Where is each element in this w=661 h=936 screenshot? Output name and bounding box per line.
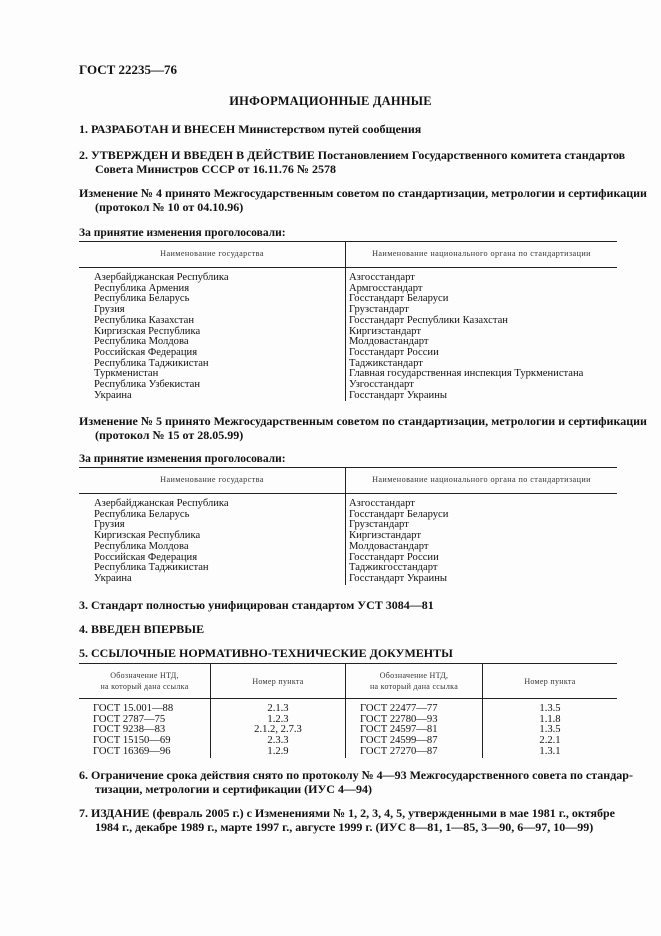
ref-point-cell: 2.3.3 [211, 736, 346, 747]
ref-point-cell: 1.1.8 [539, 713, 561, 725]
ref-point-cell: 1.3.1 [539, 745, 561, 757]
standards-body-cell: Госстандарт Беларуси [349, 508, 449, 520]
state-name-cell: Киргизская Республика [79, 531, 346, 542]
state-name-cell: Республика Узбекистан [79, 380, 346, 391]
change-4-note: Изменение № 4 принято Межгосударственным советом по стандартизации, метрологии и сертификации (протокол № 10 от 04.10.96) [79, 186, 647, 214]
voting-table-1 [79, 241, 617, 401]
ref-point-cell: 1.2.3 [211, 715, 346, 726]
item-6: 6. Ограничение срока действия снято по протоколу № 4—93 Межгосударственного совета по стандар- тизации, метрологии и сертификации (ИУС 4—94) [79, 768, 633, 796]
ref-point-cell: 2.1.2, 2.7.3 [211, 725, 346, 736]
voted-label-1: За принятие изменения проголосовали: [79, 227, 286, 239]
standards-body-cell: Молдовастандарт [349, 540, 429, 552]
standards-body-cell: Азгосстандарт [349, 272, 415, 283]
standards-body-cell: Госстандарт России [349, 551, 439, 563]
state-name-cell: Украина [79, 574, 346, 585]
table-row [79, 574, 617, 585]
state-name-cell: Грузия [79, 520, 346, 531]
ref-point-cell: 2.1.3 [211, 699, 346, 715]
standards-body-cell: Госстандарт Беларуси [349, 293, 449, 305]
refs-header-doc: Обозначение НТД, на который дана ссылка [79, 664, 211, 699]
column-header-body: Наименование национального органа по стандартизации [346, 242, 618, 268]
state-name-cell: Республика Беларусь [79, 510, 346, 521]
state-name-cell: Туркменистан [79, 369, 346, 380]
ref-doc-cell: ГОСТ 22780—93 [346, 715, 483, 726]
item-3: 3. Стандарт полностью унифицирован стандартом УСТ 3084—81 [79, 598, 434, 612]
state-name-cell: Республика Молдова [79, 542, 346, 553]
ref-point-cell: 1.3.5 [539, 703, 561, 714]
refs-header-point: Номер пункта [211, 664, 346, 699]
table-row [79, 563, 617, 574]
state-name-cell: Республика Таджикистан [79, 359, 346, 370]
ref-doc-cell: ГОСТ 24597—81 [346, 725, 483, 736]
state-name-cell: Республика Беларусь [79, 294, 346, 305]
standard-number: ГОСТ 22235—76 [79, 62, 178, 77]
voting-table-2 [79, 467, 617, 585]
state-name-cell: Киргизская Республика [79, 327, 346, 338]
ref-doc-cell: ГОСТ 22477—77 [346, 699, 483, 715]
standards-body-cell: Азгосстандарт [349, 498, 415, 509]
standards-body-cell: Госстандарт Украины [349, 389, 447, 401]
voting-table-2-body [79, 494, 617, 585]
table-row [79, 510, 617, 521]
standards-body-cell: Киргизстандарт [349, 530, 421, 542]
standards-body-cell: Грузстандарт [349, 304, 409, 316]
item-5: 5. ССЫЛОЧНЫЕ НОРМАТИВНО-ТЕХНИЧЕСКИЕ ДОКУМЕНТЫ [79, 646, 453, 660]
ref-point-cell: 1.2.9 [211, 747, 346, 758]
state-name-cell: Республика Армения [79, 284, 346, 295]
item-7: 7. ИЗДАНИЕ (февраль 2005 г.) с Изменениями № 1, 2, 3, 4, 5, утвержденными в мае 1981 г., октябре 1984 г., декабре 1989 г., марте 1997 г., августе 1999 г. (ИУС 8—81, 1—85, 3—90, 6—97, 10—99) [79, 806, 615, 834]
ref-doc-cell: ГОСТ 24599—87 [346, 736, 483, 747]
column-header-state: Наименование государства [79, 242, 346, 268]
state-name-cell: Республика Молдова [79, 337, 346, 348]
state-name-cell: Республика Таджикистан [79, 563, 346, 574]
item-1: 1. РАЗРАБОТАН И ВНЕСЕН Министерством путей сообщения [79, 122, 422, 136]
references-table-body [79, 699, 617, 758]
ref-point-cell: 2.2.1 [539, 735, 561, 747]
state-name-cell: Азербайджанская Республика [79, 494, 346, 510]
ref-doc-cell: ГОСТ 9238—83 [79, 725, 211, 736]
voted-label-2: За принятие изменения проголосовали: [79, 453, 286, 465]
standards-body-cell: Киргизстандарт [349, 325, 421, 337]
refs-header-point: Номер пункта [483, 664, 618, 699]
state-name-cell: Грузия [79, 305, 346, 316]
references-table [79, 663, 617, 758]
table-row [79, 391, 617, 402]
standards-body-cell: Главная государственная инспекция Туркменистана [349, 368, 584, 380]
standards-body-cell: Госстандарт России [349, 346, 439, 358]
voting-table-1-body [79, 268, 617, 402]
ref-doc-cell: ГОСТ 2787—75 [79, 715, 211, 726]
column-header-state: Наименование государства [79, 468, 346, 494]
table-row [79, 747, 617, 758]
ref-doc-cell: ГОСТ 15.001—88 [79, 699, 211, 715]
table-row [79, 494, 617, 510]
table-row [79, 380, 617, 391]
item-4: 4. ВВЕДЕН ВПЕРВЫЕ [79, 622, 205, 636]
state-name-cell: Украина [79, 391, 346, 402]
state-name-cell: Азербайджанская Республика [79, 268, 346, 284]
state-name-cell: Республика Казахстан [79, 316, 346, 327]
ref-point-cell: 1.3.5 [539, 724, 561, 736]
ref-doc-cell: ГОСТ 16369—96 [79, 747, 211, 758]
table-row [79, 316, 617, 327]
standards-body-cell: Молдовастандарт [349, 336, 429, 348]
ref-doc-cell: ГОСТ 27270—87 [346, 747, 483, 758]
page-title: ИНФОРМАЦИОННЫЕ ДАННЫЕ [229, 94, 432, 108]
table-row [79, 542, 617, 553]
table-row [79, 268, 617, 284]
standards-body-cell: Таджикстандарт [349, 357, 423, 369]
standards-body-cell: Госстандарт Республики Казахстан [349, 314, 508, 326]
column-header-body: Наименование национального органа по стандартизации [346, 468, 618, 494]
ref-doc-cell: ГОСТ 15150—69 [79, 736, 211, 747]
standards-body-cell: Таджикгосстандарт [349, 562, 438, 574]
table-row [79, 699, 617, 715]
item-2: 2. УТВЕРЖДЕН И ВВЕДЕН В ДЕЙСТВИЕ Постановлением Государственного комитета стандартов Совета Министров СССР от 16.11.76 № 2578 [79, 148, 626, 176]
state-name-cell: Российская Федерация [79, 348, 346, 359]
state-name-cell: Российская Федерация [79, 553, 346, 564]
standards-body-cell: Госстандарт Украины [349, 572, 447, 584]
standards-body-cell: Армгосстандарт [349, 282, 423, 294]
change-5-note: Изменение № 5 принято Межгосударственным советом по стандартизации, метрологии и сертификации (протокол № 15 от 28.05.99) [79, 414, 647, 442]
standards-body-cell: Узгосстандарт [349, 379, 414, 391]
table-row [79, 294, 617, 305]
standards-body-cell: Грузстандарт [349, 519, 409, 531]
refs-header-doc: Обозначение НТД, на который дана ссылка [346, 664, 483, 699]
